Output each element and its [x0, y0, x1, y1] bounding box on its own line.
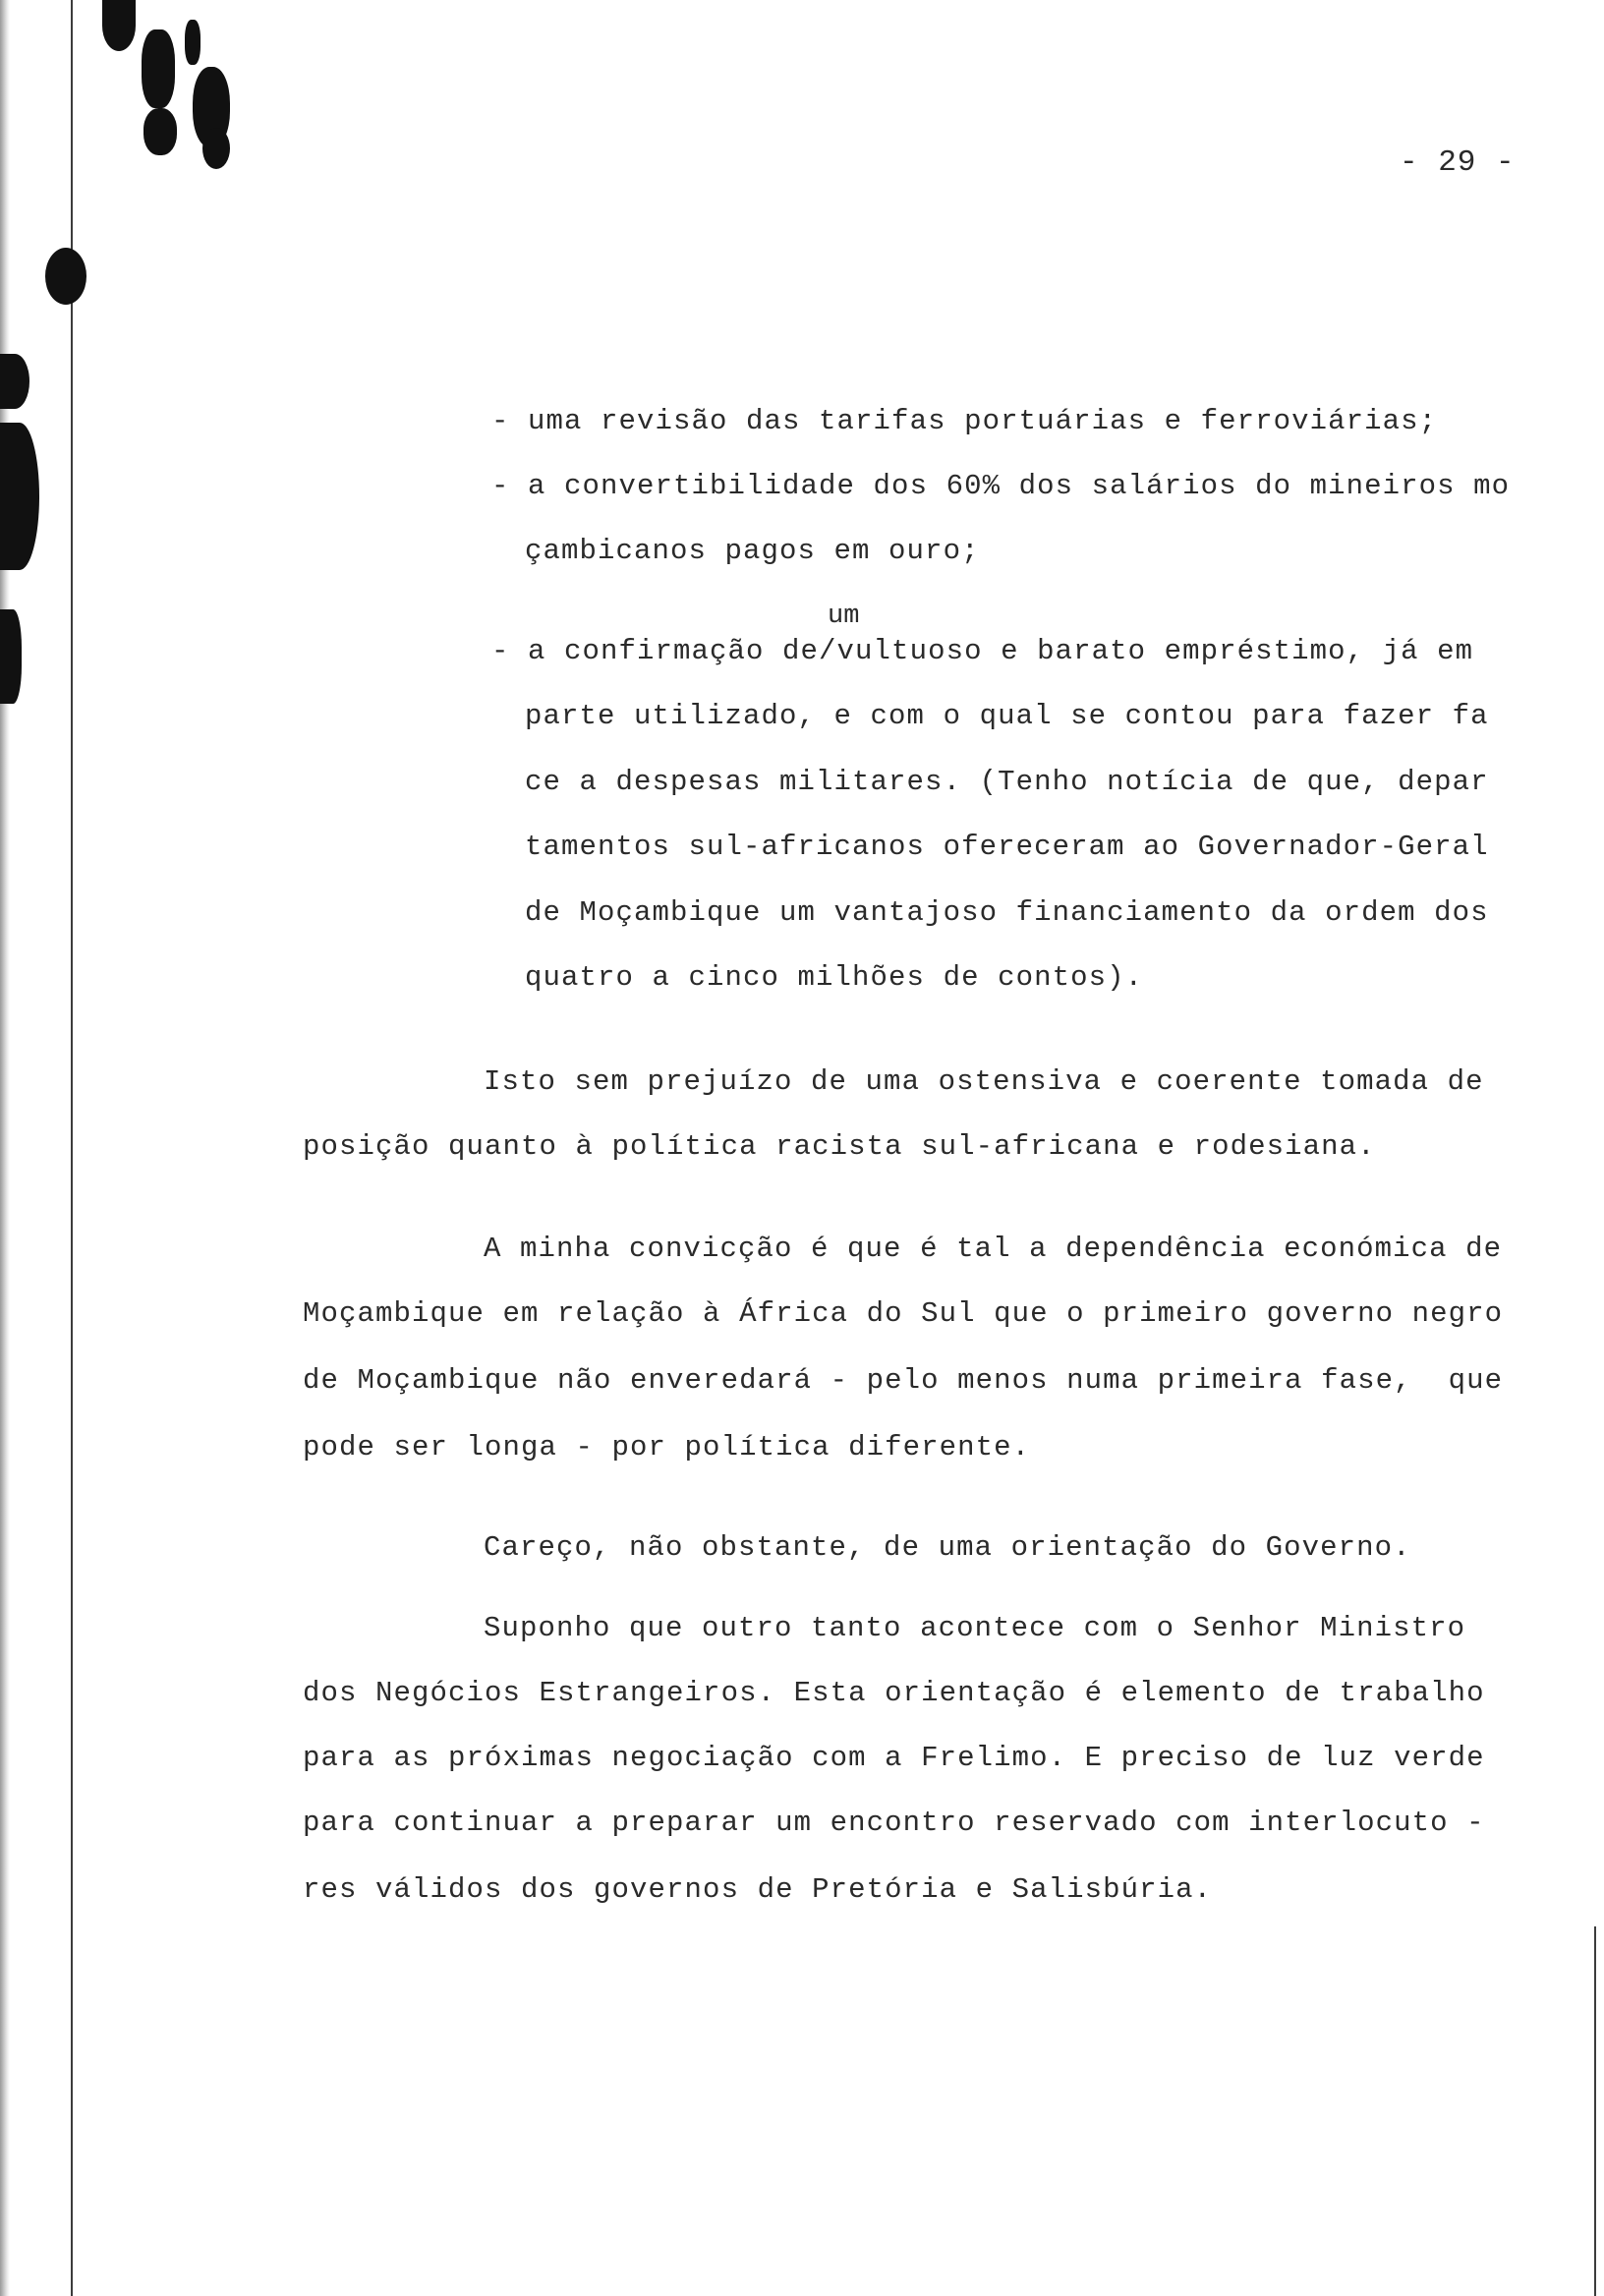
paragraph-line: para as próximas negociação com a Frelimo. E preciso de luz verde: [303, 1742, 1485, 1774]
ink-blot: [202, 128, 230, 169]
list-item-line: - a convertibilidade dos 60% dos salários do mineiros mo: [491, 470, 1511, 502]
list-item-line: - a confirmação de/vultuoso e barato empréstimo, já em: [491, 635, 1474, 667]
ink-blot: [143, 108, 177, 155]
list-item-line: ce a despesas militares. (Tenho notícia de que, depar: [525, 766, 1489, 798]
list-item-line: parte utilizado, e com o qual se contou para fazer fa: [525, 700, 1489, 732]
right-margin-rule: [1594, 1926, 1596, 2296]
ink-blot: [102, 0, 136, 51]
list-item-line: çambicanos pagos em ouro;: [525, 535, 980, 567]
paragraph-line: res válidos dos governos de Pretória e Salisbúria.: [303, 1873, 1213, 1906]
ink-blot: [0, 354, 29, 409]
ink-blot: [142, 29, 175, 108]
paragraph-line: Careço, não obstante, de uma orientação do Governo.: [484, 1531, 1411, 1564]
paragraph-line: para continuar a preparar um encontro reservado com interlocuto -: [303, 1807, 1485, 1839]
paragraph-line: de Moçambique não enveredará - pelo menos numa primeira fase, que: [303, 1364, 1504, 1397]
list-item-line: - uma revisão das tarifas portuárias e ferroviárias;: [491, 405, 1438, 437]
left-margin-rule: [71, 0, 73, 2296]
list-item-line: tamentos sul-africanos ofereceram ao Governador-Geral: [525, 831, 1489, 863]
ink-blot: [0, 423, 39, 570]
ink-blot: [45, 248, 86, 305]
paragraph-line: Suponho que outro tanto acontece com o Senhor Ministro: [484, 1612, 1466, 1644]
ink-blot: [185, 20, 200, 65]
page-number: - 29 -: [1400, 145, 1516, 180]
handwritten-insertion: um: [828, 602, 860, 631]
paragraph-line: dos Negócios Estrangeiros. Esta orientação é elemento de trabalho: [303, 1677, 1485, 1709]
ink-blot: [0, 609, 22, 704]
paragraph-line: posição quanto à política racista sul-africana e rodesiana.: [303, 1130, 1376, 1163]
scan-edge-shadow: [0, 0, 10, 2296]
paragraph-line: Moçambique em relação à África do Sul que o primeiro governo negro: [303, 1297, 1504, 1330]
paragraph-line: Isto sem prejuízo de uma ostensiva e coerente tomada de: [484, 1065, 1484, 1098]
paragraph-line: A minha convicção é que é tal a dependência económica de: [484, 1233, 1503, 1265]
list-item-line: de Moçambique um vantajoso financiamento da ordem dos: [525, 896, 1489, 929]
paragraph-line: pode ser longa - por política diferente.: [303, 1431, 1031, 1464]
list-item-line: quatro a cinco milhões de contos).: [525, 961, 1144, 994]
